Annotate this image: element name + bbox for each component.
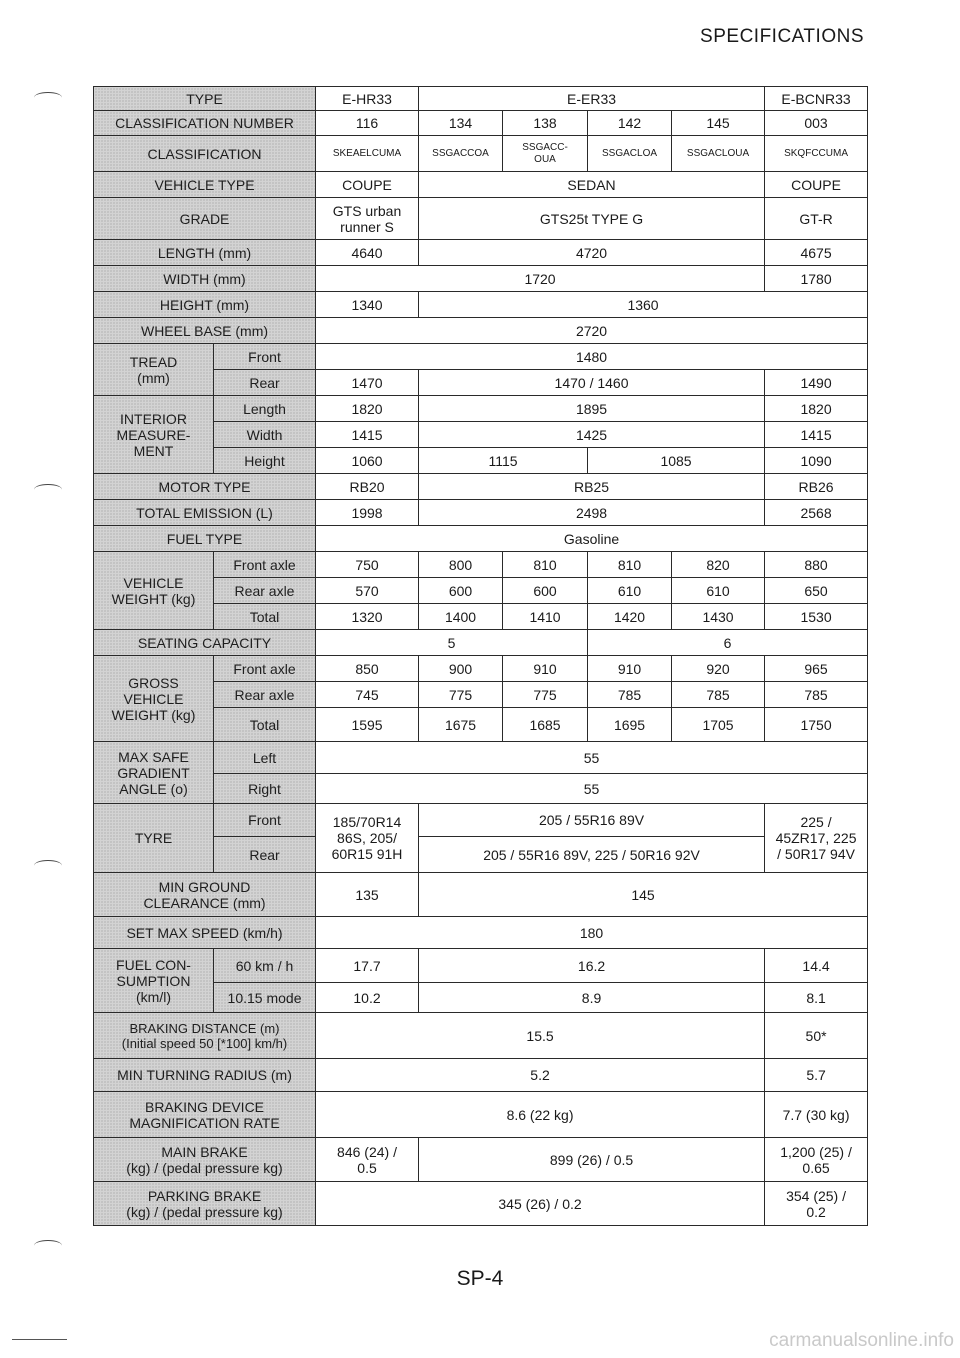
- cell: 1895: [419, 396, 765, 422]
- cell: GT-R: [765, 198, 868, 240]
- row-height: [94, 292, 868, 318]
- row-braking-distance: [94, 1013, 868, 1059]
- cell: E-HR33: [316, 87, 419, 111]
- cell: SSGACCOA: [419, 136, 503, 172]
- cell: 1470 / 1460: [419, 370, 765, 396]
- row-grade: [94, 198, 868, 240]
- label-total-emission: TOTAL EMISSION (L): [94, 500, 316, 526]
- row-wheel-base: [94, 318, 868, 344]
- margin-mark: [34, 1240, 62, 1251]
- cell: 910: [588, 656, 672, 682]
- label-tread-front: Front: [214, 344, 316, 370]
- cell: 4675: [765, 240, 868, 266]
- cell: GTS urban runner S: [316, 198, 419, 240]
- row-tread-front: [94, 344, 868, 370]
- label-parking-brake: PARKING BRAKE (kg) / (pedal pressure kg): [94, 1182, 316, 1226]
- label-magnification: BRAKING DEVICE MAGNIFICATION RATE: [94, 1092, 316, 1138]
- cell: 225 / 45ZR17, 225 / 50R17 94V: [765, 804, 868, 873]
- label-ground-clearance: MIN GROUND CLEARANCE (mm): [94, 873, 316, 917]
- cell: 1430: [672, 604, 765, 630]
- cell: 1720: [316, 266, 765, 292]
- label-turning-radius: MIN TURNING RADIUS (m): [94, 1059, 316, 1092]
- label-fuel-type: FUEL TYPE: [94, 526, 316, 552]
- label-rear-axle: Rear axle: [214, 682, 316, 708]
- cell: 16.2: [419, 949, 765, 983]
- label-seating-capacity: SEATING CAPACITY: [94, 630, 316, 656]
- label-classification-number: CLASSIFICATION NUMBER: [94, 111, 316, 136]
- label-width: WIDTH (mm): [94, 266, 316, 292]
- cell: RB25: [419, 474, 765, 500]
- cell: 1820: [316, 396, 419, 422]
- cell: 1595: [316, 708, 419, 742]
- label-braking-distance: BRAKING DISTANCE (m) (Initial speed 50 [*100] km/h): [94, 1013, 316, 1059]
- cell: E-BCNR33: [765, 87, 868, 111]
- row-interior-length: [94, 396, 868, 422]
- cell: 1820: [765, 396, 868, 422]
- label-front-axle: Front axle: [214, 656, 316, 682]
- cell: E-ER33: [419, 87, 765, 111]
- row-fuel-type: [94, 526, 868, 552]
- cell: 570: [316, 578, 419, 604]
- cell: 4720: [419, 240, 765, 266]
- label-main-brake: MAIN BRAKE (kg) / (pedal pressure kg): [94, 1138, 316, 1182]
- cell: 1705: [672, 708, 765, 742]
- label-height: HEIGHT (mm): [94, 292, 316, 318]
- cell: 1530: [765, 604, 868, 630]
- cell: 850: [316, 656, 419, 682]
- cell: 910: [503, 656, 588, 682]
- cell: 2568: [765, 500, 868, 526]
- cell: 600: [503, 578, 588, 604]
- cell: 1420: [588, 604, 672, 630]
- cell: 2720: [316, 318, 868, 344]
- cell: 8.6 (22 kg): [316, 1092, 765, 1138]
- row-seating-capacity: [94, 630, 868, 656]
- cell: 14.4: [765, 949, 868, 983]
- cell: 820: [672, 552, 765, 578]
- cell: RB20: [316, 474, 419, 500]
- cell: 900: [419, 656, 503, 682]
- row-tyre-front: [94, 804, 868, 837]
- cell: 5: [316, 630, 588, 656]
- label-type: TYPE: [94, 87, 316, 111]
- cell: 600: [419, 578, 503, 604]
- row-vehicle-weight-front: [94, 552, 868, 578]
- cell: 1685: [503, 708, 588, 742]
- label-wheel-base: WHEEL BASE (mm): [94, 318, 316, 344]
- cell: 1400: [419, 604, 503, 630]
- cell: 116: [316, 111, 419, 136]
- specifications-table: [93, 86, 868, 1226]
- row-type: [94, 87, 868, 111]
- cell: RB26: [765, 474, 868, 500]
- cell: 8.9: [419, 983, 765, 1013]
- cell: SKEAELCUMA: [316, 136, 419, 172]
- cell: 134: [419, 111, 503, 136]
- label-interior: INTERIOR MEASURE- MENT: [94, 396, 214, 474]
- row-parking-brake: [94, 1182, 868, 1226]
- cell: 610: [672, 578, 765, 604]
- cell: 1115: [419, 448, 588, 474]
- cell: 1480: [316, 344, 868, 370]
- label-front-axle: Front axle: [214, 552, 316, 578]
- cell: 1998: [316, 500, 419, 526]
- label-1015-mode: 10.15 mode: [214, 983, 316, 1013]
- label-tyre: TYRE: [94, 804, 214, 873]
- cell: 17.7: [316, 949, 419, 983]
- cell: 785: [672, 682, 765, 708]
- label-tread: TREAD (mm): [94, 344, 214, 396]
- label-total: Total: [214, 708, 316, 742]
- cell: SSGACLOA: [588, 136, 672, 172]
- cell: 135: [316, 873, 419, 917]
- cell: 1060: [316, 448, 419, 474]
- cell: 50*: [765, 1013, 868, 1059]
- cell: 138: [503, 111, 588, 136]
- cell: 775: [503, 682, 588, 708]
- cell: 1425: [419, 422, 765, 448]
- label-tyre-rear: Rear: [214, 837, 316, 873]
- margin-mark: [12, 1339, 67, 1340]
- cell: 5.2: [316, 1059, 765, 1092]
- cell: 800: [419, 552, 503, 578]
- cell: 965: [765, 656, 868, 682]
- cell: SKQFCCUMA: [765, 136, 868, 172]
- cell: 785: [765, 682, 868, 708]
- row-gross-weight-front: [94, 656, 868, 682]
- cell: 8.1: [765, 983, 868, 1013]
- cell: 185/70R14 86S, 205/ 60R15 91H: [316, 804, 419, 873]
- row-classification: [94, 136, 868, 172]
- cell: 15.5: [316, 1013, 765, 1059]
- row-classification-number: [94, 111, 868, 136]
- label-motor-type: MOTOR TYPE: [94, 474, 316, 500]
- cell: 1470: [316, 370, 419, 396]
- label-interior-width: Width: [214, 422, 316, 448]
- row-gradient-left: [94, 742, 868, 774]
- cell: 2498: [419, 500, 765, 526]
- cell: 899 (26) / 0.5: [419, 1138, 765, 1182]
- label-60kmh: 60 km / h: [214, 949, 316, 983]
- label-tread-rear: Rear: [214, 370, 316, 396]
- cell: 775: [419, 682, 503, 708]
- margin-mark: [34, 484, 62, 495]
- cell: 6: [588, 630, 868, 656]
- row-length: [94, 240, 868, 266]
- cell: 1415: [765, 422, 868, 448]
- row-turning-radius: [94, 1059, 868, 1092]
- cell: 205 / 55R16 89V, 225 / 50R16 92V: [419, 837, 765, 873]
- label-total: Total: [214, 604, 316, 630]
- row-ground-clearance: [94, 873, 868, 917]
- label-gross-weight: GROSS VEHICLE WEIGHT (kg): [94, 656, 214, 742]
- cell: 810: [503, 552, 588, 578]
- cell: 1085: [588, 448, 765, 474]
- label-rear-axle: Rear axle: [214, 578, 316, 604]
- cell: 10.2: [316, 983, 419, 1013]
- cell: 205 / 55R16 89V: [419, 804, 765, 837]
- label-grade: GRADE: [94, 198, 316, 240]
- cell: 180: [316, 917, 868, 949]
- row-total-emission: [94, 500, 868, 526]
- cell: COUPE: [765, 172, 868, 198]
- margin-mark: [34, 92, 62, 103]
- cell: 650: [765, 578, 868, 604]
- label-tyre-front: Front: [214, 804, 316, 837]
- row-width: [94, 266, 868, 292]
- watermark: carmanualsonline.info: [769, 1330, 954, 1351]
- cell: 1695: [588, 708, 672, 742]
- cell: 55: [316, 774, 868, 804]
- cell: SSGACC- OUA: [503, 136, 588, 172]
- row-max-speed: [94, 917, 868, 949]
- cell: GTS25t TYPE G: [419, 198, 765, 240]
- row-vehicle-type: [94, 172, 868, 198]
- margin-mark: [34, 860, 62, 871]
- row-fuel-consumption-60: [94, 949, 868, 983]
- cell: 145: [419, 873, 868, 917]
- cell: 810: [588, 552, 672, 578]
- page-number: SP-4: [456, 1267, 504, 1290]
- cell: 145: [672, 111, 765, 136]
- cell: 1360: [419, 292, 868, 318]
- cell: 745: [316, 682, 419, 708]
- cell: 750: [316, 552, 419, 578]
- cell: 1490: [765, 370, 868, 396]
- cell: 4640: [316, 240, 419, 266]
- row-magnification: [94, 1092, 868, 1138]
- cell: 354 (25) / 0.2: [765, 1182, 868, 1226]
- label-fuel-consumption: FUEL CON- SUMPTION (km/l): [94, 949, 214, 1013]
- cell: 610: [588, 578, 672, 604]
- row-main-brake: [94, 1138, 868, 1182]
- label-max-speed: SET MAX SPEED (km/h): [94, 917, 316, 949]
- cell: SSGACLOUA: [672, 136, 765, 172]
- cell: 142: [588, 111, 672, 136]
- cell: 55: [316, 742, 868, 774]
- cell: 785: [588, 682, 672, 708]
- cell: 1410: [503, 604, 588, 630]
- cell: 846 (24) / 0.5: [316, 1138, 419, 1182]
- label-right: Right: [214, 774, 316, 804]
- label-left: Left: [214, 742, 316, 774]
- cell: SEDAN: [419, 172, 765, 198]
- cell: 920: [672, 656, 765, 682]
- cell: 345 (26) / 0.2: [316, 1182, 765, 1226]
- cell: COUPE: [316, 172, 419, 198]
- label-vehicle-type: VEHICLE TYPE: [94, 172, 316, 198]
- label-interior-height: Height: [214, 448, 316, 474]
- cell: 1320: [316, 604, 419, 630]
- cell: 1780: [765, 266, 868, 292]
- cell: 7.7 (30 kg): [765, 1092, 868, 1138]
- label-classification: CLASSIFICATION: [94, 136, 316, 172]
- cell: 1090: [765, 448, 868, 474]
- cell: 5.7: [765, 1059, 868, 1092]
- cell: 1,200 (25) / 0.65: [765, 1138, 868, 1182]
- cell: 1340: [316, 292, 419, 318]
- cell: 1675: [419, 708, 503, 742]
- label-interior-length: Length: [214, 396, 316, 422]
- cell: 1415: [316, 422, 419, 448]
- label-gradient: MAX SAFE GRADIENT ANGLE (o): [94, 742, 214, 804]
- row-motor-type: [94, 474, 868, 500]
- cell: 003: [765, 111, 868, 136]
- label-length: LENGTH (mm): [94, 240, 316, 266]
- cell: 1750: [765, 708, 868, 742]
- cell: Gasoline: [316, 526, 868, 552]
- cell: 880: [765, 552, 868, 578]
- page-header: SPECIFICATIONS: [700, 26, 864, 47]
- label-vehicle-weight: VEHICLE WEIGHT (kg): [94, 552, 214, 630]
